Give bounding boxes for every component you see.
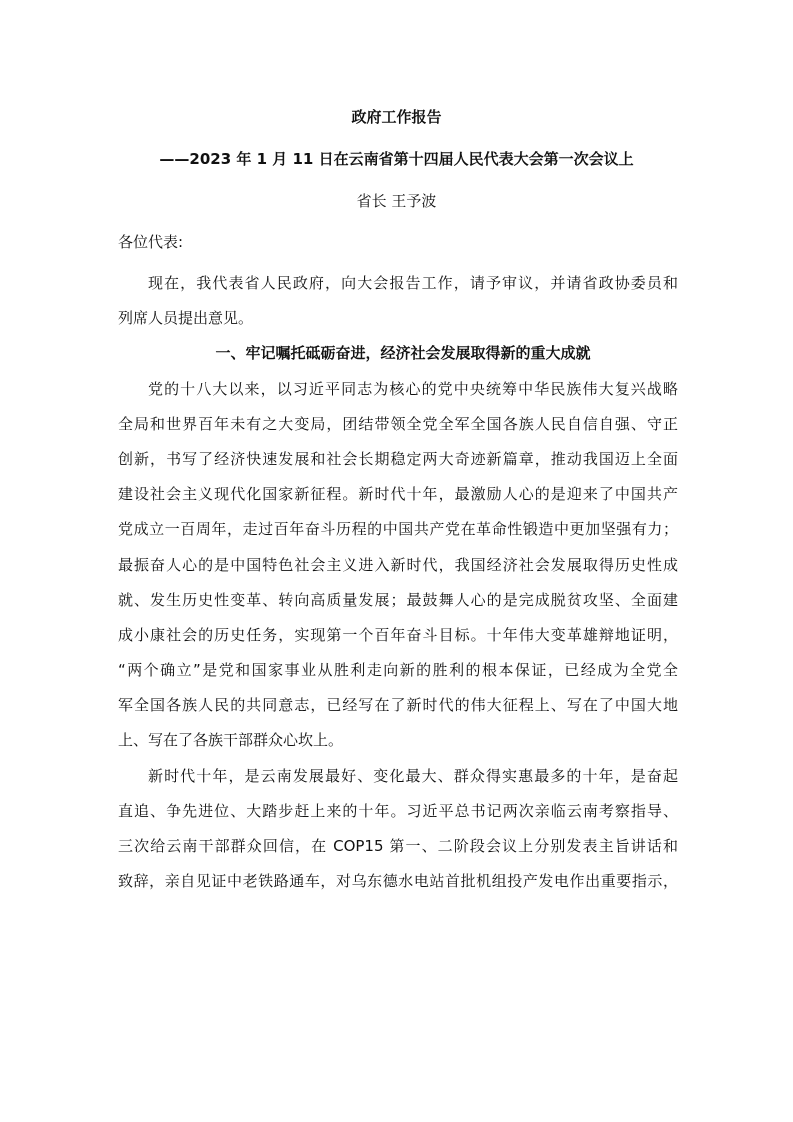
paragraph-line: 全局和世界百年未有之大变局，团结带领全党全军全国各族人民自信自强、守正 <box>118 414 678 433</box>
paragraph-line: 党的十八大以来，以习近平同志为核心的党中央统筹中华民族伟大复兴战略 <box>148 379 678 398</box>
paragraph-line: 军全国各族人民的共同意志，已经写在了新时代的伟大征程上、写在了中国大地 <box>118 696 678 715</box>
paragraph-line: 致辞，亲自见证中老铁路通车，对乌东德水电站首批机组投产发电作出重要指示， <box>118 872 678 891</box>
paragraph-line: 新时代十年，是云南发展最好、变化最大、群众得实惠最多的十年，是奋起 <box>148 766 678 785</box>
document-title: 政府工作报告 <box>351 108 442 126</box>
paragraph-line: 建设社会主义现代化国家新征程。新时代十年，最激励人心的是迎来了中国共产 <box>118 485 678 504</box>
paragraph-line: “两个确立”是党和国家事业从胜利走向新的胜利的根本保证，已经成为全党全 <box>118 661 678 680</box>
paragraph-line: 现在，我代表省人民政府，向大会报告工作，请予审议，并请省政协委员和 <box>148 274 678 292</box>
section-heading: 一、牢记嘱托砥砺奋进，经济社会发展取得新的重大成就 <box>215 344 591 363</box>
paragraph-line: 直追、争先进位、大踏步赶上来的十年。习近平总书记两次亲临云南考察指导、 <box>118 801 678 820</box>
paragraph-line: 成小康社会的历史任务，实现第一个百年奋斗目标。十年伟大变革雄辩地证明， <box>118 625 678 644</box>
paragraph <box>118 372 678 759</box>
paragraph-line: 三次给云南干部群众回信，在 COP15 第一、二阶段会议上分别发表主旨讲话和 <box>118 837 678 855</box>
paragraph-line: 创新，书写了经济快速发展和社会长期稳定两大奇迹新篇章，推动我国迈上全面 <box>118 449 678 468</box>
paragraph <box>118 266 678 336</box>
paragraph <box>118 759 678 900</box>
document-author: 省长 王予波 <box>356 192 437 210</box>
document-subtitle: ——2023 年 1 月 11 日在云南省第十四届人民代表大会第一次会议上 <box>159 150 634 168</box>
paragraph-line: 党成立一百周年，走过百年奋斗历程的中国共产党在革命性锻造中更加坚强有力； <box>118 520 678 539</box>
paragraph-line: 上、写在了各族干部群众心坎上。 <box>118 731 344 750</box>
paragraph-line: 就、发生历史性变革、转向高质量发展；最鼓舞人心的是完成脱贫攻坚、全面建 <box>118 590 678 609</box>
paragraph-line: 列席人员提出意见。 <box>118 309 254 328</box>
document-body <box>118 266 678 899</box>
paragraph-line: 最振奋人心的是中国特色社会主义进入新时代，我国经济社会发展取得历史性成 <box>118 555 678 574</box>
salutation: 各位代表: <box>118 233 184 251</box>
